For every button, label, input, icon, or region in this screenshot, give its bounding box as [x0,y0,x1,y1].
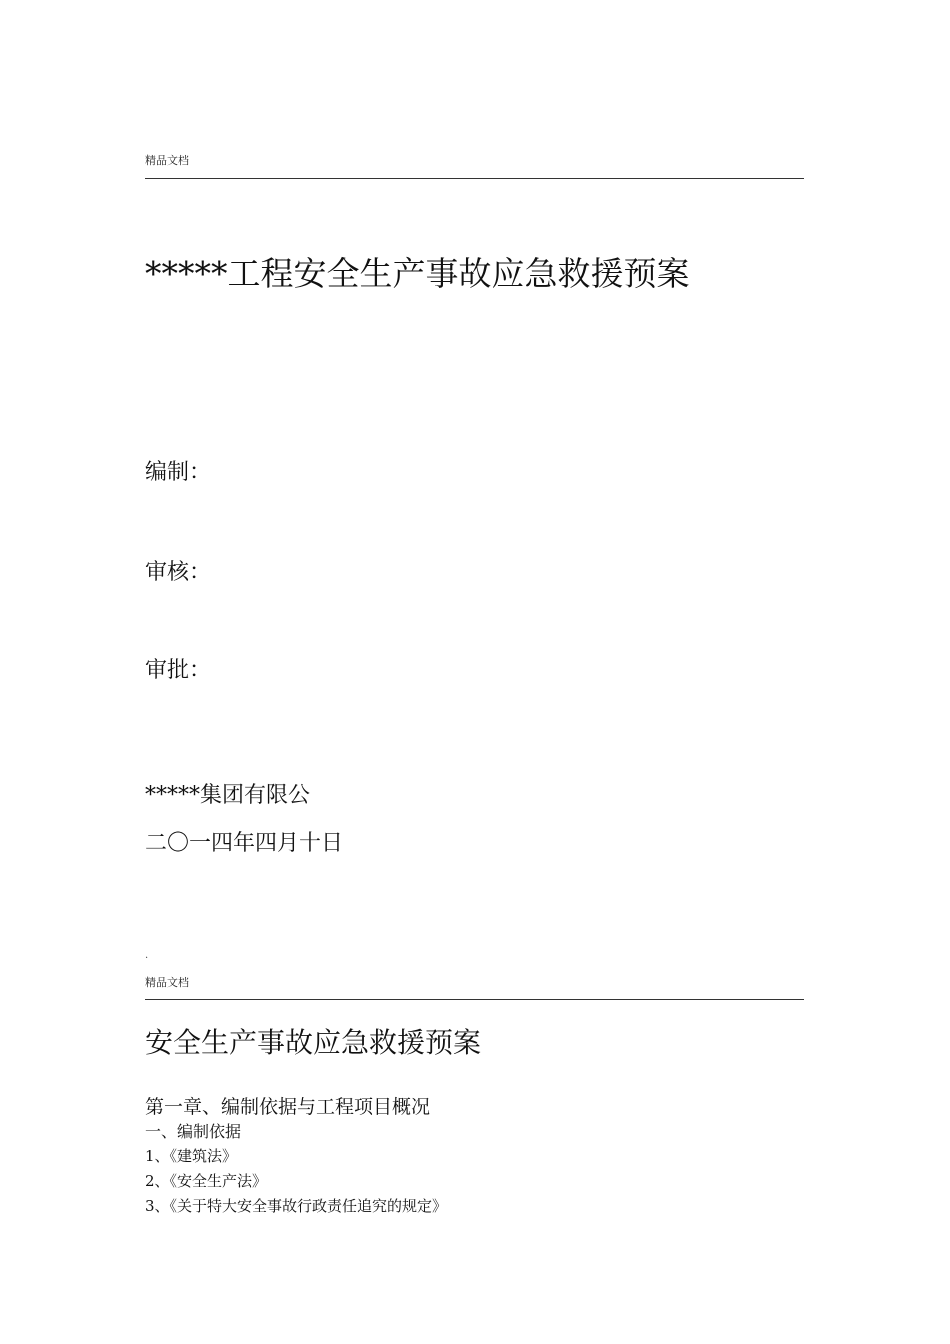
header-label: 精品文档 [145,976,189,989]
sub-title: 一、编制依据 [145,1122,242,1141]
list-item: 2、《安全生产法》 [145,1172,268,1190]
header-label: 精品文档 [145,154,189,167]
sign-field-approved: 审批： [145,658,212,683]
sign-field-compiled: 编制： [145,460,212,485]
page-separator-mark: . [145,950,149,961]
document-title: *****工程安全生产事故应急救援预案 [145,254,690,293]
list-item: 1、《建筑法》 [145,1147,238,1165]
sign-field-reviewed: 审核： [145,560,212,585]
header-rule [145,999,804,1000]
list-item: 3、《关于特大安全事故行政责任追究的规定》 [145,1197,448,1215]
section-title: 安全生产事故应急救援预案 [145,1026,482,1059]
chapter-title: 第一章、编制依据与工程项目概况 [145,1096,431,1118]
company-name: *****集团有限公 [145,783,311,808]
header-rule [145,178,804,179]
document-date: 二〇一四年四月十日 [145,831,344,856]
